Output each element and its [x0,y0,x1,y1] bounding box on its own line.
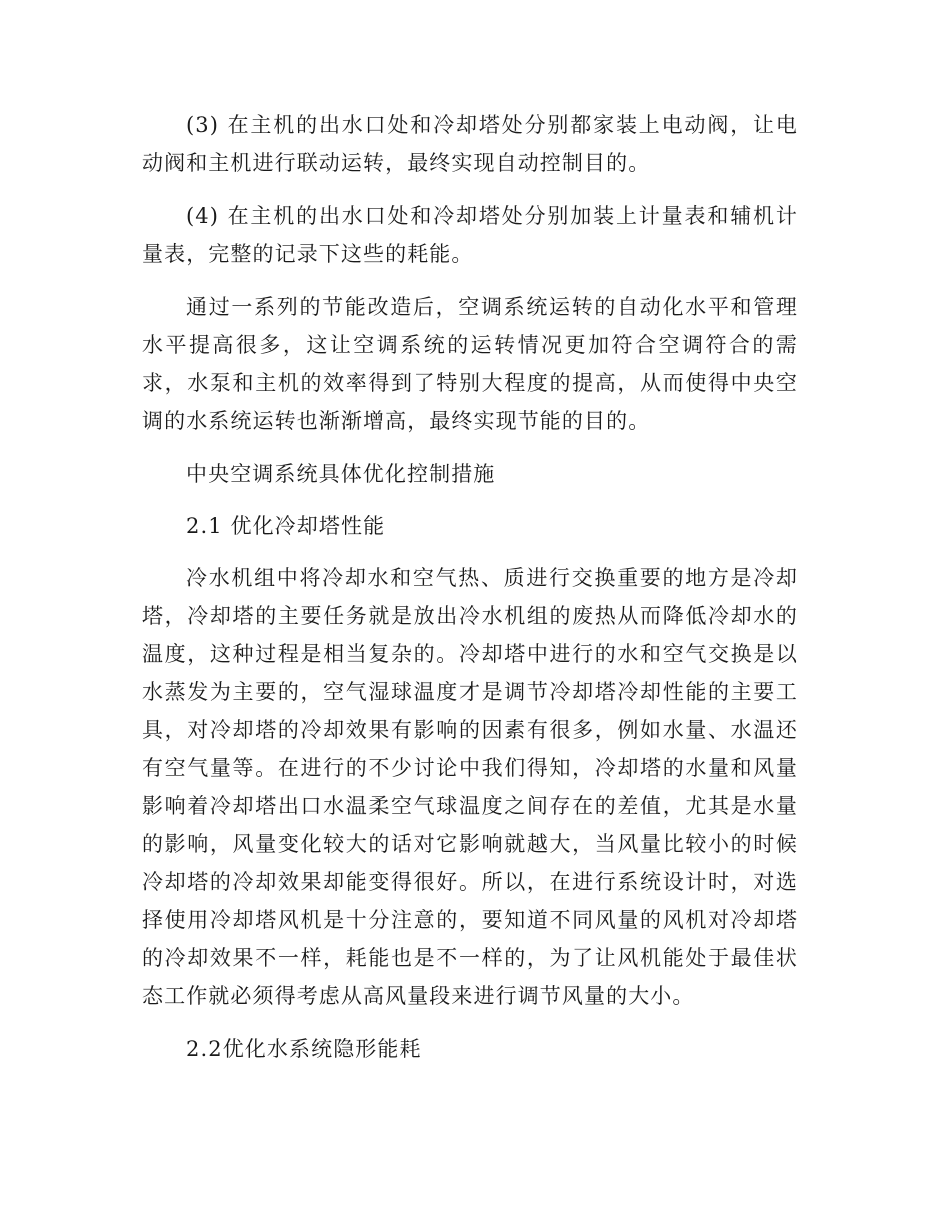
section-heading: 中央空调系统具体优化控制措施 [186,462,496,486]
paragraph-item-3: (3) 在主机的出水口处和冷却塔处分别都家装上电动阀，让电动阀和主机进行联动运转，最终实现自动控制目的。 [142,113,798,175]
subsection-heading-2-1: 2.1 优化冷却塔性能 [186,514,386,538]
document-body [142,106,798,1082]
subsection-heading-2-2: 2.2优化水系统隐形能耗 [186,1037,422,1061]
paragraph-cooling-tower: 冷水机组中将冷却水和空气热、质进行交换重要的地方是冷却塔，冷却塔的主要任务就是放出冷水机组的废热从而降低冷却水的温度，这种过程是相当复杂的。冷却塔中进行的水和空气交换是以水蒸发为主要的，空气湿球温度才是调节冷却塔冷却性能的主要工具，对冷却塔的冷却效果有影响的因素有很多，例如水量、水温还有空气量等。在进行的不少讨论中我们得知，冷却塔的水量和风量影响着冷却塔出口水温柔空气球温度之间存在的差值，尤其是水量的影响，风量变化较大的话对它影响就越大，当风量比较小的时候冷却塔的冷却效果却能变得很好。所以，在进行系统设计时，对选择使用冷却塔风机是十分注意的，要知道不同风量的风机对冷却塔的冷却效果不一样，耗能也是不一样的，为了让风机能处于最佳状态工作就必须得考虑从高风量段来进行调节风量的大小。 [142,566,798,1008]
paragraph-summary: 通过一系列的节能改造后，空调系统运转的自动化水平和管理水平提高很多，这让空调系统的运转情况更加符合空调符合的需求，水泵和主机的效率得到了特别大程度的提高，从而使得中央空调的水系统运转也渐渐增高，最终实现节能的目的。 [142,295,798,433]
paragraph-item-4: (4) 在主机的出水口处和冷却塔处分别加装上计量表和辅机计量表，完整的记录下这些的耗能。 [142,204,798,266]
